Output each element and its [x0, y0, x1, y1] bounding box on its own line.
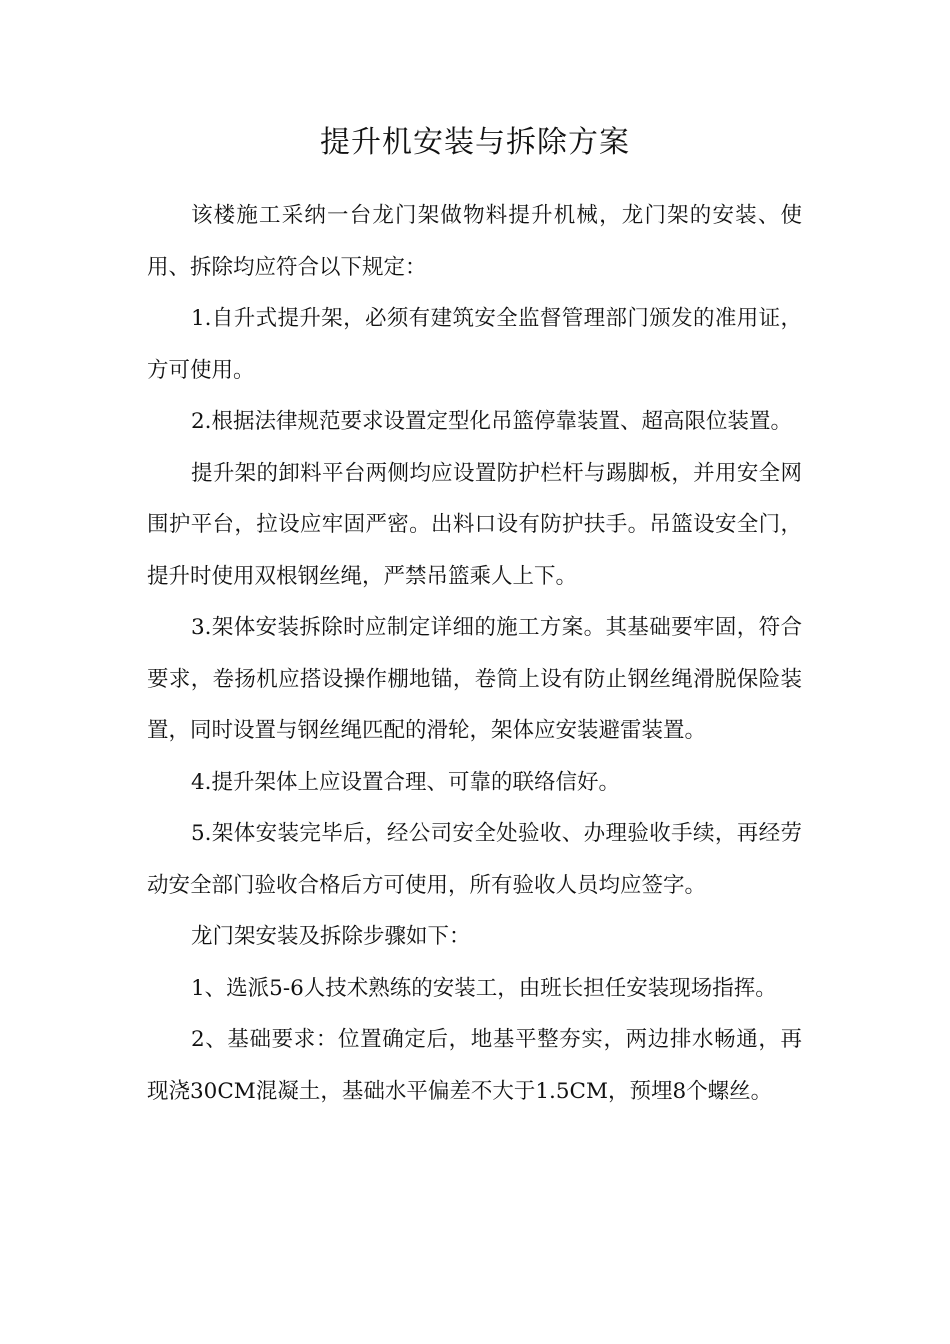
paragraph-platform: 提升架的卸料平台两侧均应设置防护栏杆与踢脚板，并用安全网围护平台，拉设应牢固严密。出料口设有防护扶手。吊篮设安全门，提升时使用双根钢丝绳，严禁吊篮乘人上下。	[147, 460, 802, 589]
document-body	[147, 190, 802, 1117]
paragraph-item-3: 3.架体安装拆除时应制定详细的施工方案。其基础要牢固，符合要求，卷扬机应搭设操作棚地锚，卷筒上设有防止钢丝绳滑脱保险装置，同时设置与钢丝绳匹配的滑轮，架体应安装避雷装置。	[147, 615, 802, 743]
paragraph-step-2: 2、基础要求：位置确定后，地基平整夯实，两边排水畅通，再现浇30CM混凝土，基础水平偏差不大于1.5CM，预埋8个螺丝。	[147, 1027, 802, 1104]
paragraph-item-1: 1.自升式提升架，必须有建筑安全监督管理部门颁发的准用证，方可使用。	[147, 306, 802, 383]
paragraph-item-5: 5.架体安装完毕后，经公司安全处验收、办理验收手续，再经劳动安全部门验收合格后方可使用，所有验收人员均应签字。	[147, 821, 802, 898]
paragraph-step-1: 1、选派5-6人技术熟练的安装工，由班长担任安装现场指挥。	[191, 975, 777, 1001]
paragraph-item-2: 2.根据法律规范要求设置定型化吊篮停靠装置、超高限位装置。	[191, 409, 793, 434]
document-title: 提升机安装与拆除方案	[320, 125, 630, 160]
paragraph-steps-heading: 龙门架安装及拆除步骤如下：	[191, 924, 471, 949]
paragraph-item-4: 4.提升架体上应设置合理、可靠的联络信好。	[191, 769, 621, 795]
paragraph-intro: 该楼施工采纳一台龙门架做物料提升机械，龙门架的安装、使用、拆除均应符合以下规定：	[147, 203, 802, 280]
